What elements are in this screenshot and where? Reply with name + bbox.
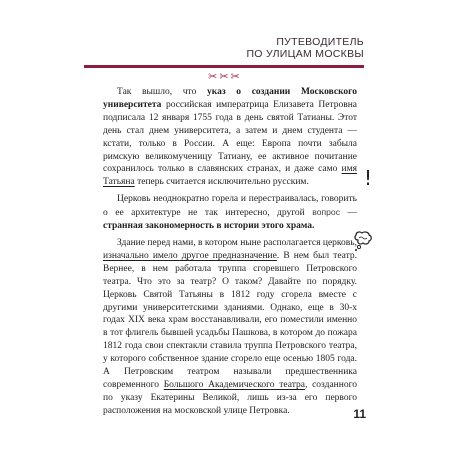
running-header xyxy=(246,36,364,60)
text-span: Здание перед нами, в котором ныне располагается церковь, xyxy=(117,237,357,248)
annotation-text: вопрос xyxy=(312,207,341,218)
text-span: российская императрица Елизавета Петровна подписала 12 января 1755 года в день святой Татианы. Этот день стал днем университета, а затем и днем студента xyxy=(103,99,357,136)
header-line-2: ПО УЛИЦАМ МОСКВЫ xyxy=(246,48,364,60)
thought-bubble-icon xyxy=(352,230,374,252)
page-number: 11 xyxy=(353,407,366,421)
underlined-phrase: Большого Академического театра xyxy=(163,379,305,390)
text-span: — кстати, только в России. А еще: Европа почти забыла римскую великомученицу Татиану, ее активное почитание сохранилось только в славянских странах, и даже само xyxy=(103,125,357,175)
text-span: Церковь неоднократно горела и перестраивалась, говорить о ее архитектуре не так интересно, другой xyxy=(103,194,357,219)
header-rule xyxy=(84,65,364,68)
text-span: — xyxy=(340,208,357,219)
bold-phrase: странная закономерность в истории этого храма. xyxy=(103,221,315,232)
text-span: , созданного по указу Екатерины Великой, лишь из-за его первого расположения на московской улице Петровка. xyxy=(103,379,357,416)
underlined-phrase: имя Татьяна xyxy=(103,164,357,188)
paragraph-3 xyxy=(103,237,357,418)
paragraph-1 xyxy=(103,86,357,189)
ornament-divider: ✂✂✂ xyxy=(208,70,242,83)
exclamation-mark: ! xyxy=(364,166,373,190)
underlined-phrase: изначально имело другое предназначение xyxy=(103,250,277,261)
bold-phrase: указ о создании Московского университета xyxy=(103,87,357,110)
text-span: Так вышло, что xyxy=(117,87,207,97)
text-span: . В нем был театр. Вернее, в нем работала труппа сгоревшего Петровского театра. Что это за театр? О таком? Давайте по порядку. Церковь Святой Татьяны в 1812 году сгорела вместе с другими университетскими зданиями. Однако, еще в 30-х годах XIX века храм восстанавливали, его поместили именно в тот флигель бывшей усадьбы Пашкова, в котором до пожара 1812 года свои спектакли ставила труппа Петровского театра, у которого собственное здание сгорело еще осенью 1805 года. А Петровским театром называли предшественника современного xyxy=(103,250,358,390)
paragraph-2 xyxy=(103,193,357,233)
body-text xyxy=(103,86,357,418)
header-line-1: ПУТЕВОДИТЕЛЬ xyxy=(276,36,364,48)
text-span: теперь считается исключительно русским. xyxy=(134,177,309,188)
